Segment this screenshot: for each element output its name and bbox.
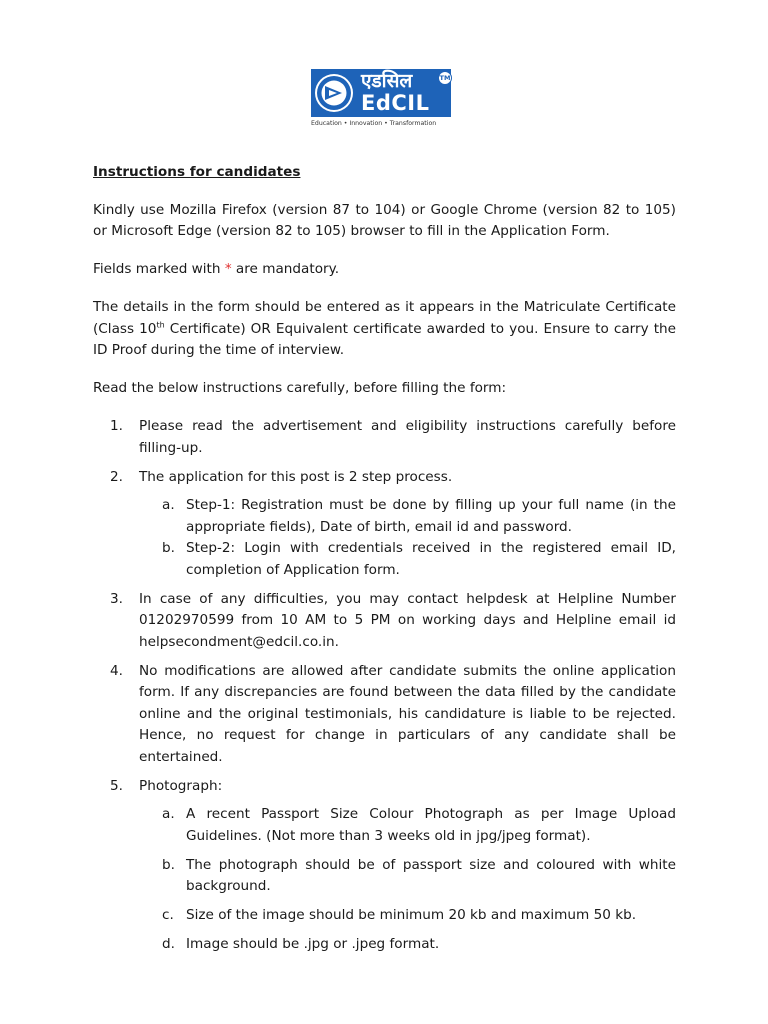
item-number: 5. bbox=[110, 777, 123, 794]
page-title: Instructions for candidates bbox=[93, 164, 301, 180]
item-number: 3. bbox=[110, 590, 123, 607]
logo-box bbox=[311, 69, 451, 117]
details-after: Certificate) OR Equivalent certificate awarded to you. Ensure to carry the ID Proof during the time of interview. bbox=[93, 320, 677, 358]
item-number: 2. bbox=[110, 468, 123, 485]
list-item bbox=[93, 776, 676, 956]
item-text: No modifications are allowed after candidate submits the online application form. If any discrepancies are found between the data filled by the candidate online and the original testimonials, his candidature is liable to be rejected. Hence, no request for change in particulars of any candidate shall be entertained. bbox=[139, 662, 676, 765]
list-item bbox=[93, 661, 676, 769]
edcil-logo bbox=[311, 69, 463, 131]
sub-item-letter: a. bbox=[162, 806, 175, 822]
sub-item-text: The photograph should be of passport size and coloured with white background. bbox=[186, 856, 676, 894]
sub-item-text: A recent Passport Size Colour Photograph as per Image Upload Guidelines. (Not more than 3 weeks old in jpg/jpeg format). bbox=[186, 806, 676, 844]
list-item bbox=[93, 467, 676, 582]
list-item bbox=[93, 589, 676, 654]
sub-item-letter: d. bbox=[162, 936, 175, 952]
sub-list-item bbox=[139, 934, 676, 956]
details-before: The details in the form should be entered as it appears in the Matriculate Certificate (Class 10 bbox=[93, 299, 676, 337]
sub-item-letter: b. bbox=[162, 540, 175, 556]
sub-item-letter: b. bbox=[162, 856, 175, 873]
list-item bbox=[93, 416, 676, 459]
read-instruction: Read the below instructions carefully, before filling the form: bbox=[93, 380, 507, 396]
mandatory-note-after: are mandatory. bbox=[231, 261, 340, 277]
instruction-list bbox=[93, 416, 676, 956]
instructions-body bbox=[93, 162, 676, 963]
trademark-badge: TM bbox=[438, 71, 452, 85]
mandatory-note bbox=[93, 259, 676, 281]
item-number: 4. bbox=[110, 662, 123, 679]
details-instruction bbox=[93, 297, 676, 362]
mandatory-note-before: Fields marked with bbox=[93, 261, 225, 277]
sub-list bbox=[139, 495, 676, 581]
sub-list-item bbox=[139, 495, 676, 538]
required-star: * bbox=[224, 261, 232, 277]
sub-item-text: Size of the image should be minimum 20 kb and maximum 50 kb. bbox=[186, 907, 637, 923]
logo-name-text: EdCIL bbox=[361, 91, 430, 115]
browser-instruction: Kindly use Mozilla Firefox (version 87 to 104) or Google Chrome (version 82 to 105) or Microsoft Edge (version 82 to 105) browser to fill in the Application Form. bbox=[93, 201, 676, 239]
item-text: The application for this post is 2 step process. bbox=[139, 468, 453, 485]
sub-list-item bbox=[139, 905, 676, 927]
sub-item-letter: c. bbox=[162, 907, 174, 923]
logo-hindi-text: एडसिल bbox=[361, 70, 413, 92]
item-number: 1. bbox=[110, 418, 123, 434]
sub-list-item bbox=[139, 804, 676, 847]
item-text: In case of any difficulties, you may contact helpdesk at Helpline Number 01202970599 from 10 AM to 5 PM on working days and Helpline email id helpsecondment@edcil.co.in. bbox=[139, 590, 676, 650]
sub-list bbox=[139, 804, 676, 956]
sub-item-text: Step-1: Registration must be done by filling up your full name (in the appropriate fields), Date of birth, email id and password. bbox=[186, 497, 676, 535]
sub-item-letter: a. bbox=[162, 497, 175, 513]
logo-tagline: Education • Innovation • Transformation bbox=[311, 120, 437, 127]
ordinal-suffix: th bbox=[156, 319, 165, 329]
sub-list-item bbox=[139, 538, 676, 581]
sub-item-text: Image should be .jpg or .jpeg format. bbox=[186, 936, 440, 952]
logo-emblem-icon bbox=[315, 74, 353, 112]
sub-list-item bbox=[139, 855, 676, 898]
item-text: Please read the advertisement and eligibility instructions carefully before filling-up. bbox=[139, 418, 676, 456]
sub-item-text: Step-2: Login with credentials received in the registered email ID, completion of Application form. bbox=[186, 540, 676, 578]
item-text: Photograph: bbox=[139, 777, 223, 794]
